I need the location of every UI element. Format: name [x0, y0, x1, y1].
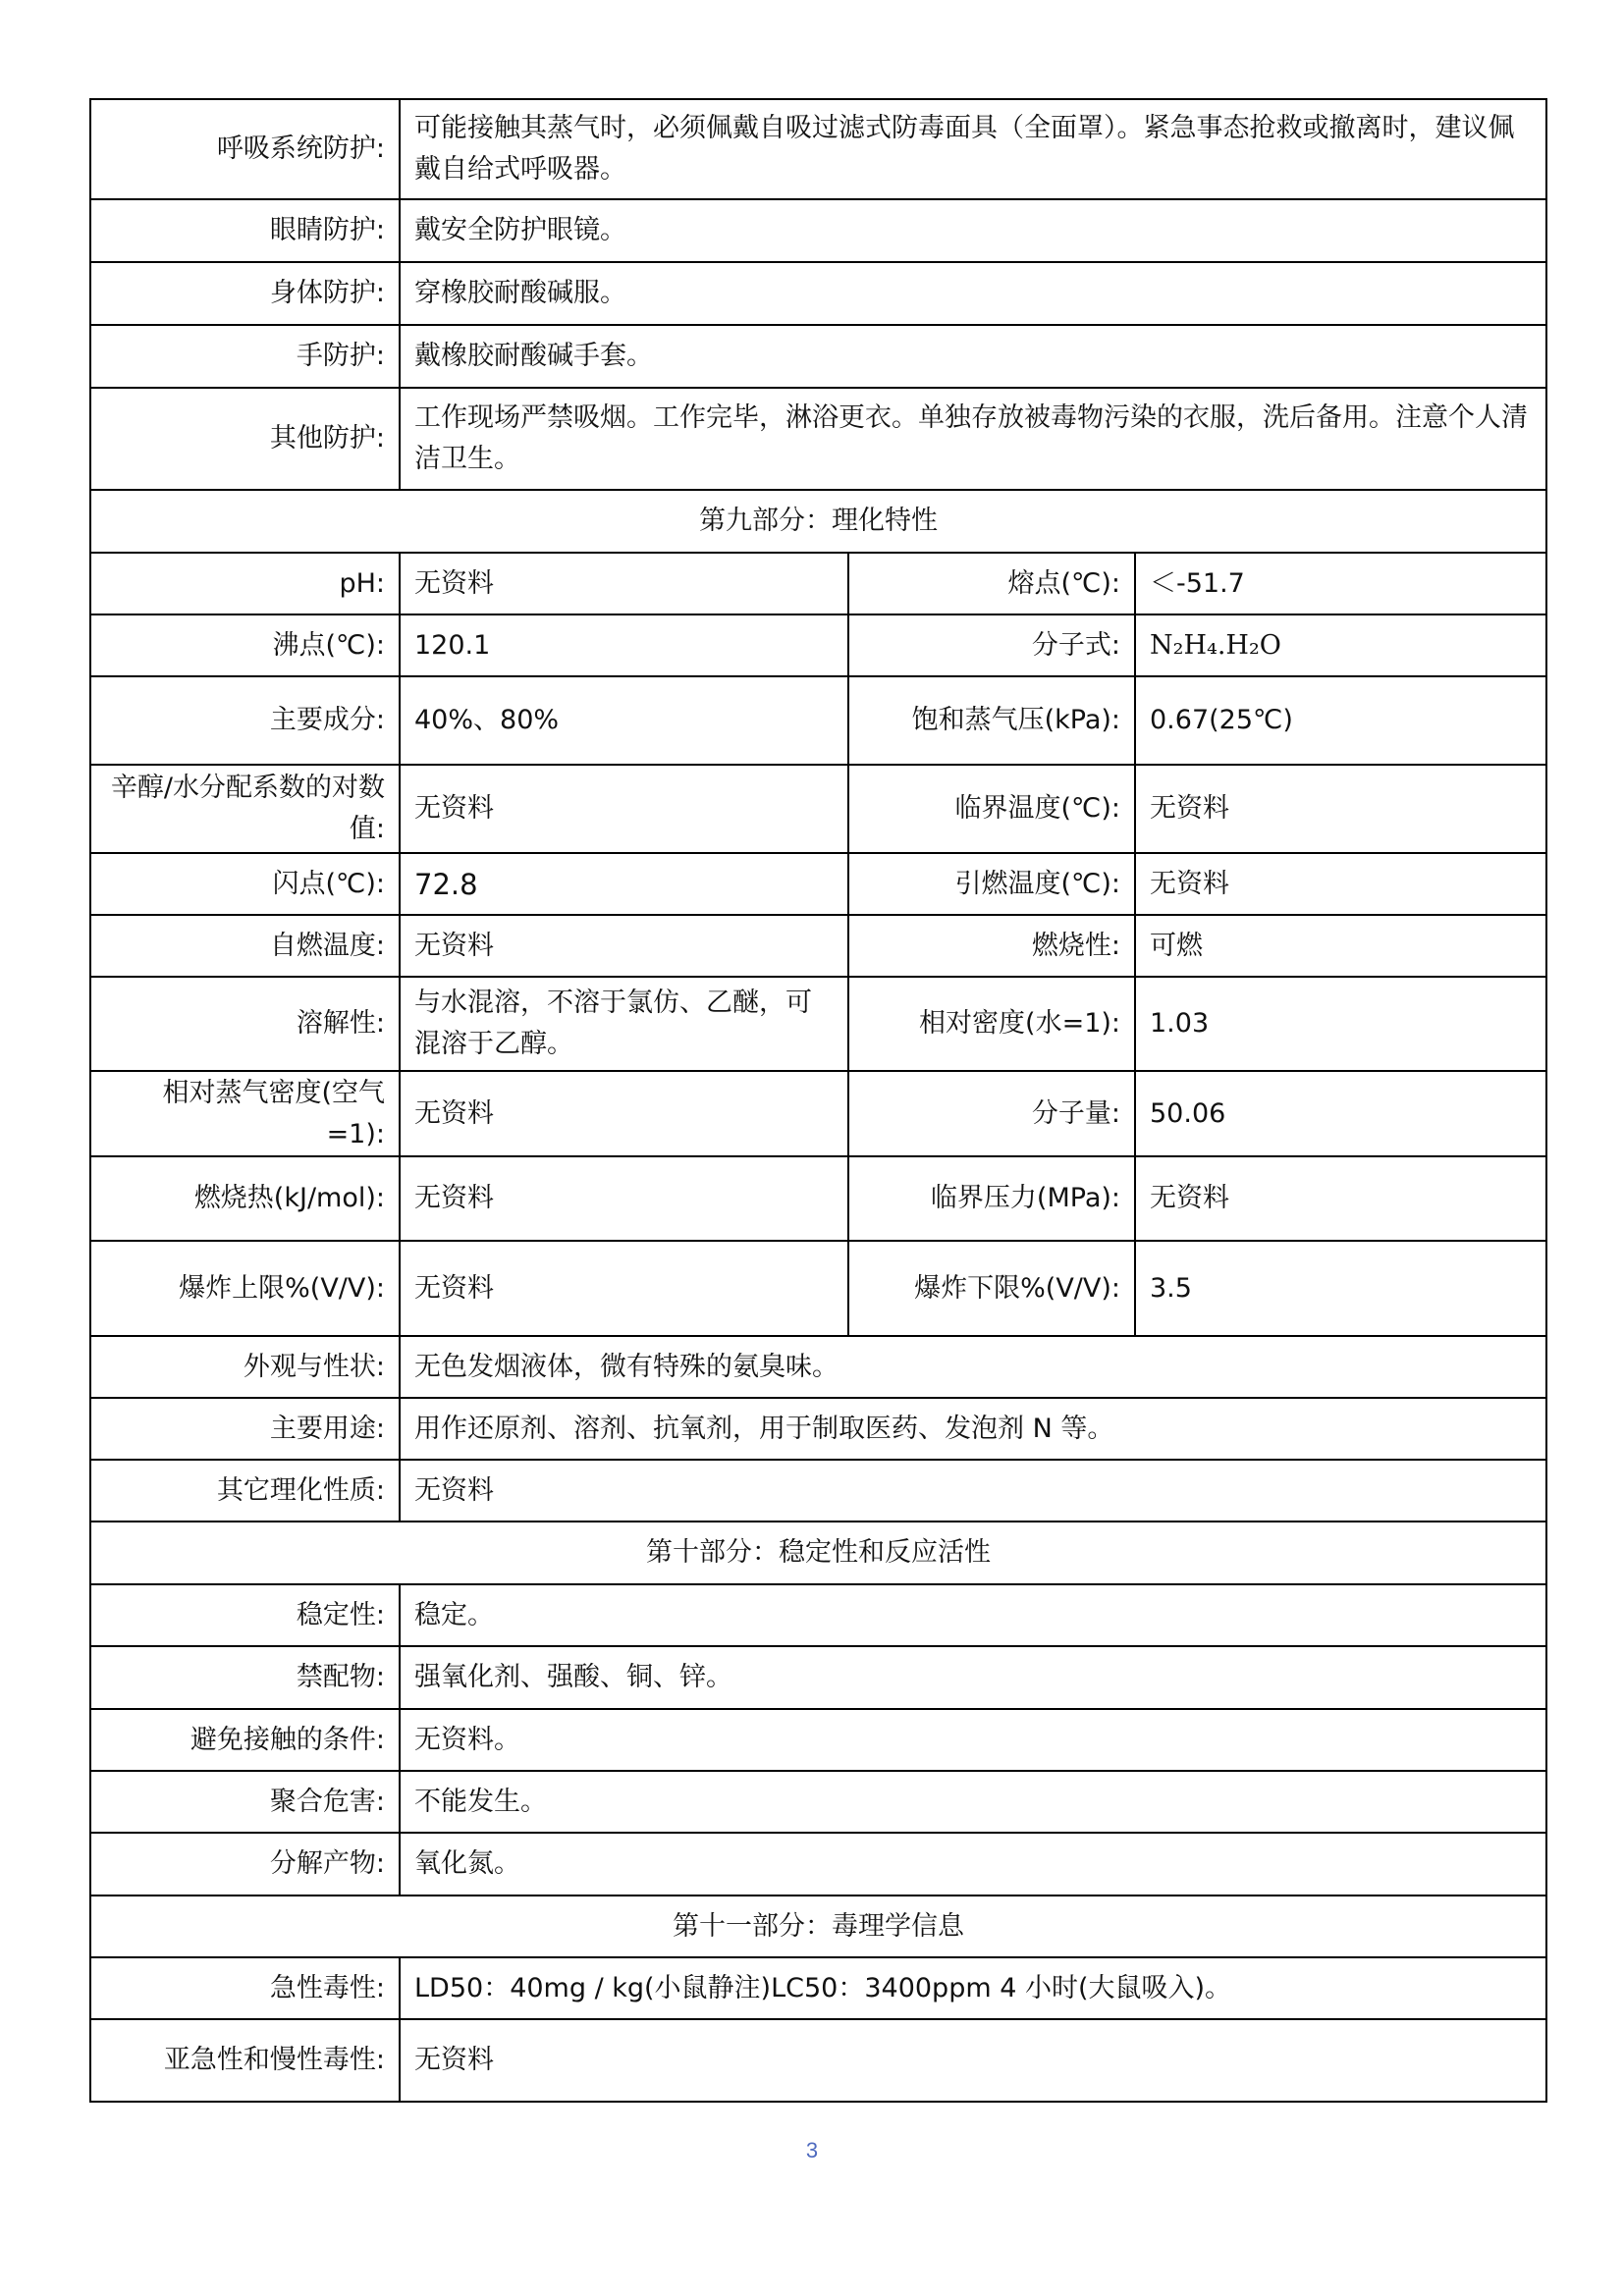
avoid-conditions-value: 无资料。: [400, 1709, 1546, 1771]
flammability-value: 可燃: [1135, 915, 1546, 977]
row-other-protection: [90, 388, 1546, 490]
section-10-title: 第十部分：稳定性和反应活性: [90, 1522, 1546, 1584]
melting-point-value: ＜-51.7: [1135, 553, 1546, 614]
boiling-point-label: 沸点(℃):: [90, 614, 400, 676]
octanol-water-label: 辛醇/水分配系数的对数值:: [90, 765, 400, 853]
section-10-header-row: [90, 1522, 1546, 1584]
incompatible-label: 禁配物:: [90, 1646, 400, 1709]
row-respiratory-protection: [90, 99, 1546, 199]
autoignition-label: 自燃温度:: [90, 915, 400, 977]
row-explosive-limits: [90, 1241, 1546, 1336]
row-component-vapor-pressure: [90, 676, 1546, 765]
row-acute-toxicity: [90, 1957, 1546, 2019]
molecular-weight-value: 50.06: [1135, 1071, 1546, 1156]
ph-value: 无资料: [400, 553, 848, 614]
polymerization-label: 聚合危害:: [90, 1771, 400, 1833]
chronic-toxicity-label: 亚急性和慢性毒性:: [90, 2019, 400, 2102]
row-solubility-density: [90, 977, 1546, 1071]
respiratory-protection-label: 呼吸系统防护:: [90, 99, 400, 199]
decomposition-value: 氧化氮。: [400, 1833, 1546, 1896]
row-main-use: [90, 1398, 1546, 1460]
row-ph-melting: [90, 553, 1546, 614]
appearance-label: 外观与性状:: [90, 1336, 400, 1398]
relative-density-value: 1.03: [1135, 977, 1546, 1071]
sds-table: [89, 98, 1547, 2103]
formula-value: N₂H₄.H₂O: [1135, 614, 1546, 676]
lower-explosive-label: 爆炸下限%(V/V):: [848, 1241, 1135, 1336]
main-component-value: 40%、80%: [400, 676, 848, 765]
row-vapor-density-molecular-weight: [90, 1071, 1546, 1156]
incompatible-value: 强氧化剂、强酸、铜、锌。: [400, 1646, 1546, 1709]
page-number: 3: [805, 2138, 819, 2163]
row-incompatible: [90, 1646, 1546, 1709]
heat-of-combustion-label: 燃烧热(kJ/mol):: [90, 1156, 400, 1241]
hand-protection-value: 戴橡胶耐酸碱手套。: [400, 325, 1546, 388]
row-decomposition: [90, 1833, 1546, 1896]
solubility-label: 溶解性:: [90, 977, 400, 1071]
other-properties-label: 其它理化性质:: [90, 1460, 400, 1522]
relative-density-label: 相对密度(水=1):: [848, 977, 1135, 1071]
critical-pressure-value: 无资料: [1135, 1156, 1546, 1241]
row-autoignition-flammability: [90, 915, 1546, 977]
eye-protection-value: 戴安全防护眼镜。: [400, 199, 1546, 262]
upper-explosive-label: 爆炸上限%(V/V):: [90, 1241, 400, 1336]
section-9-title: 第九部分：理化特性: [90, 490, 1546, 553]
stability-value: 稳定。: [400, 1584, 1546, 1646]
vapor-density-value: 无资料: [400, 1071, 848, 1156]
boiling-point-value: 120.1: [400, 614, 848, 676]
decomposition-label: 分解产物:: [90, 1833, 400, 1896]
other-protection-label: 其他防护:: [90, 388, 400, 490]
section-11-title: 第十一部分：毒理学信息: [90, 1896, 1546, 1957]
octanol-water-value: 无资料: [400, 765, 848, 853]
row-octanol-critical-temp: [90, 765, 1546, 853]
vapor-pressure-label: 饱和蒸气压(kPa):: [848, 676, 1135, 765]
eye-protection-label: 眼睛防护:: [90, 199, 400, 262]
row-flash-ignition: [90, 853, 1546, 915]
molecular-weight-label: 分子量:: [848, 1071, 1135, 1156]
other-properties-value: 无资料: [400, 1460, 1546, 1522]
upper-explosive-value: 无资料: [400, 1241, 848, 1336]
row-stability: [90, 1584, 1546, 1646]
main-use-value: 用作还原剂、溶剂、抗氧剂，用于制取医药、发泡剂 N 等。: [400, 1398, 1546, 1460]
polymerization-value: 不能发生。: [400, 1771, 1546, 1833]
ignition-temp-value: 无资料: [1135, 853, 1546, 915]
ph-label: pH:: [90, 553, 400, 614]
row-chronic-toxicity: [90, 2019, 1546, 2102]
section-11-header-row: [90, 1896, 1546, 1957]
autoignition-value: 无资料: [400, 915, 848, 977]
row-boiling-formula: [90, 614, 1546, 676]
acute-toxicity-label: 急性毒性:: [90, 1957, 400, 2019]
ignition-temp-label: 引燃温度(℃):: [848, 853, 1135, 915]
critical-temp-value: 无资料: [1135, 765, 1546, 853]
row-avoid-conditions: [90, 1709, 1546, 1771]
melting-point-label: 熔点(℃):: [848, 553, 1135, 614]
row-eye-protection: [90, 199, 1546, 262]
hand-protection-label: 手防护:: [90, 325, 400, 388]
stability-label: 稳定性:: [90, 1584, 400, 1646]
body-protection-label: 身体防护:: [90, 262, 400, 325]
respiratory-protection-value: 可能接触其蒸气时，必须佩戴自吸过滤式防毒面具（全面罩）。紧急事态抢救或撤离时，建议佩戴自给式呼吸器。: [400, 99, 1546, 199]
flash-point-value: 72.8: [400, 853, 848, 915]
avoid-conditions-label: 避免接触的条件:: [90, 1709, 400, 1771]
vapor-pressure-value: 0.67(25℃): [1135, 676, 1546, 765]
solubility-value: 与水混溶，不溶于氯仿、乙醚，可混溶于乙醇。: [400, 977, 848, 1071]
row-appearance: [90, 1336, 1546, 1398]
chronic-toxicity-value: 无资料: [400, 2019, 1546, 2102]
acute-toxicity-value: LD50：40mg / kg(小鼠静注)LC50：3400ppm 4 小时(大鼠吸入)。: [400, 1957, 1546, 2019]
other-protection-value: 工作现场严禁吸烟。工作完毕，淋浴更衣。单独存放被毒物污染的衣服，洗后备用。注意个人清洁卫生。: [400, 388, 1546, 490]
main-use-label: 主要用途:: [90, 1398, 400, 1460]
row-body-protection: [90, 262, 1546, 325]
body-protection-value: 穿橡胶耐酸碱服。: [400, 262, 1546, 325]
flash-point-label: 闪点(℃):: [90, 853, 400, 915]
flammability-label: 燃烧性:: [848, 915, 1135, 977]
section-9-header-row: [90, 490, 1546, 553]
row-other-properties: [90, 1460, 1546, 1522]
critical-pressure-label: 临界压力(MPa):: [848, 1156, 1135, 1241]
row-hand-protection: [90, 325, 1546, 388]
heat-of-combustion-value: 无资料: [400, 1156, 848, 1241]
vapor-density-label: 相对蒸气密度(空气=1):: [90, 1071, 400, 1156]
appearance-value: 无色发烟液体，微有特殊的氨臭味。: [400, 1336, 1546, 1398]
row-combustion-critical-pressure: [90, 1156, 1546, 1241]
lower-explosive-value: 3.5: [1135, 1241, 1546, 1336]
row-polymerization: [90, 1771, 1546, 1833]
formula-label: 分子式:: [848, 614, 1135, 676]
critical-temp-label: 临界温度(℃):: [848, 765, 1135, 853]
main-component-label: 主要成分:: [90, 676, 400, 765]
